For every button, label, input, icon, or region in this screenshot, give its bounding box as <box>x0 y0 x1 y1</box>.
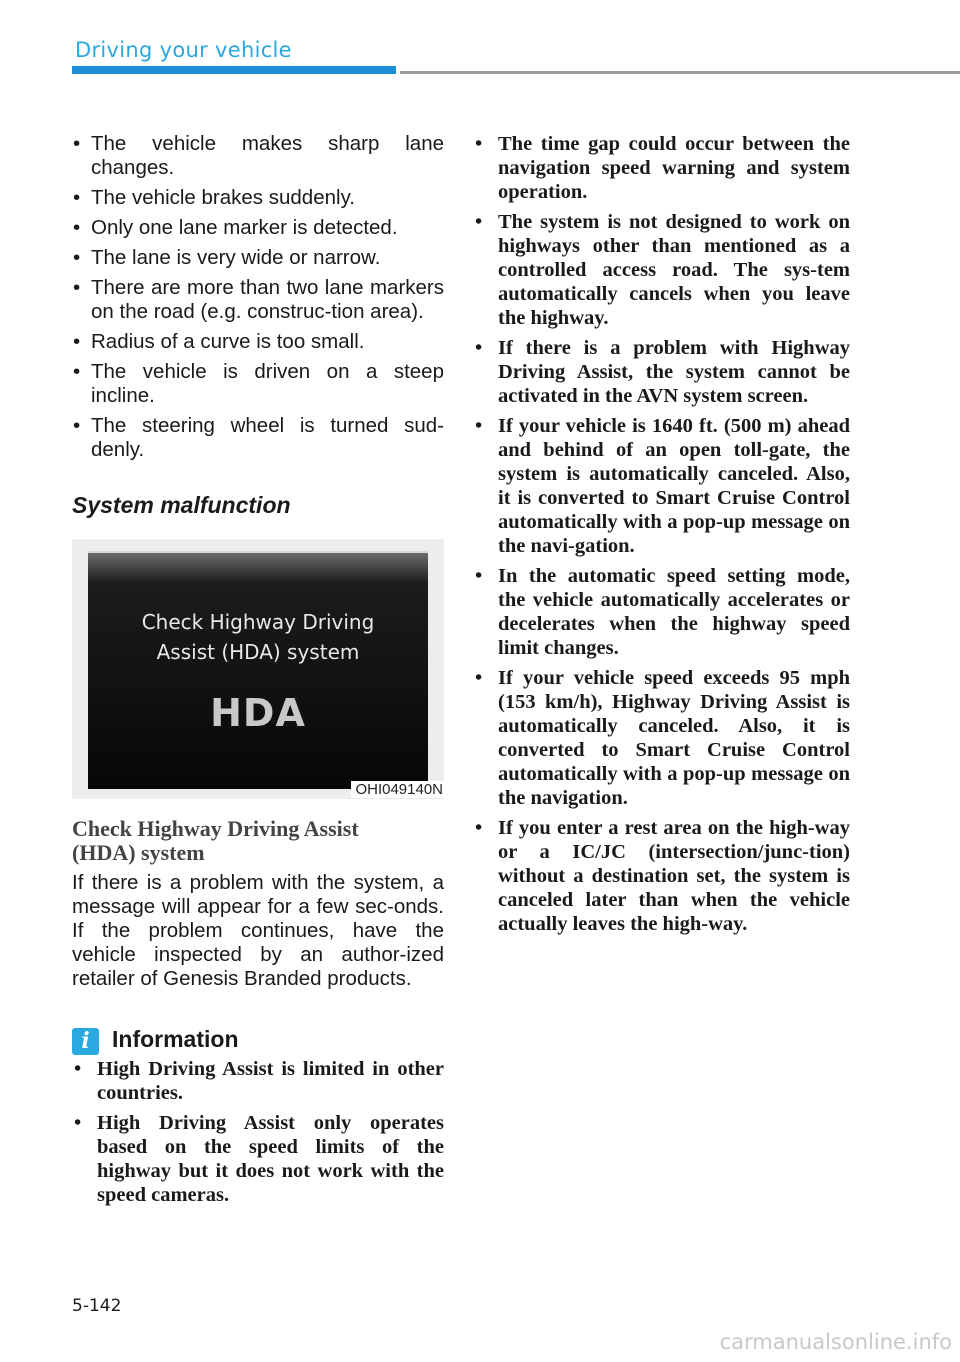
screen-message <box>88 607 428 667</box>
list-item: • The time gap could occur between the navigation speed warning and system operation. <box>473 132 850 204</box>
list-item: • High Driving Assist only operates based on the speed limits of the highway but it does not work with the speed cameras. <box>72 1111 444 1207</box>
cluster-screen <box>88 551 428 789</box>
list-item: • Radius of a curve is too small. <box>72 330 444 354</box>
right-column <box>473 132 850 942</box>
list-item: • Only one lane marker is detected. <box>72 216 444 240</box>
list-item: • If your vehicle is 1640 ft. (500 m) ahead and behind of an open toll-gate, the system is automatically canceled. Also, it is converted to Smart Cruise Control automatically with a pop-up message on the navi-gation. <box>473 414 850 558</box>
list-item: • The vehicle is driven on a steep incline. <box>72 360 444 408</box>
section-title: Driving your vehicle <box>75 38 292 62</box>
information-icon: i <box>72 1028 99 1055</box>
cluster-display-figure <box>72 539 444 799</box>
list-item: • If you enter a rest area on the high-way or a IC/JC (intersection/junc-tion) without a destination set, the system is canceled later than when the vehicle actually leaves the high-way. <box>473 816 850 936</box>
sub-heading-line: Check Highway Driving Assist <box>72 816 359 841</box>
screen-message-line: Check Highway Driving <box>141 610 375 634</box>
list-item: • If there is a problem with Highway Driving Assist, the system cannot be activated in the AVN system screen. <box>473 336 850 408</box>
header-accent-bar <box>72 66 396 74</box>
list-item: • The steering wheel is turned sud-denly. <box>72 414 444 462</box>
hda-indicator: HDA <box>210 691 306 735</box>
figure-code: OHI049140N <box>351 781 444 798</box>
page-number: 5-142 <box>72 1296 122 1316</box>
list-item: • The vehicle brakes suddenly. <box>72 186 444 210</box>
screen-message-line: Assist (HDA) system <box>156 640 360 664</box>
information-list <box>72 1057 444 1207</box>
left-column <box>72 132 444 1213</box>
list-item: • The system is not designed to work on highways other than mentioned as a controlled access road. The sys-tem automatically cancels when you leave the highway. <box>473 210 850 330</box>
malfunction-paragraph: If there is a problem with the system, a message will appear for a few sec-onds. If the problem continues, have the vehicle inspected by an author-ized retailer of Genesis Branded products. <box>72 871 444 990</box>
watermark: carmanualsonline.info <box>719 1330 952 1354</box>
list-item: • There are more than two lane markers on the road (e.g. construc-tion area). <box>72 276 444 324</box>
header-rule <box>400 71 960 74</box>
sub-heading <box>72 817 444 865</box>
list-item: • If your vehicle speed exceeds 95 mph (153 km/h), Highway Driving Assist is automatically canceled. Also, it is converted to Smart Cruise Control automatically with a pop-up message on the navigation. <box>473 666 850 810</box>
list-item: • High Driving Assist is limited in other countries. <box>72 1057 444 1105</box>
section-heading: System malfunction <box>72 492 291 518</box>
notes-list <box>473 132 850 936</box>
condition-list <box>72 132 444 462</box>
list-item: • In the automatic speed setting mode, the vehicle automatically accelerates or decelerates when the highway speed limit changes. <box>473 564 850 660</box>
information-heading <box>72 1025 444 1057</box>
information-label: Information <box>112 1026 239 1052</box>
list-item: • The lane is very wide or narrow. <box>72 246 444 270</box>
list-item: • The vehicle makes sharp lane changes. <box>72 132 444 180</box>
sub-heading-line: (HDA) system <box>72 840 205 865</box>
